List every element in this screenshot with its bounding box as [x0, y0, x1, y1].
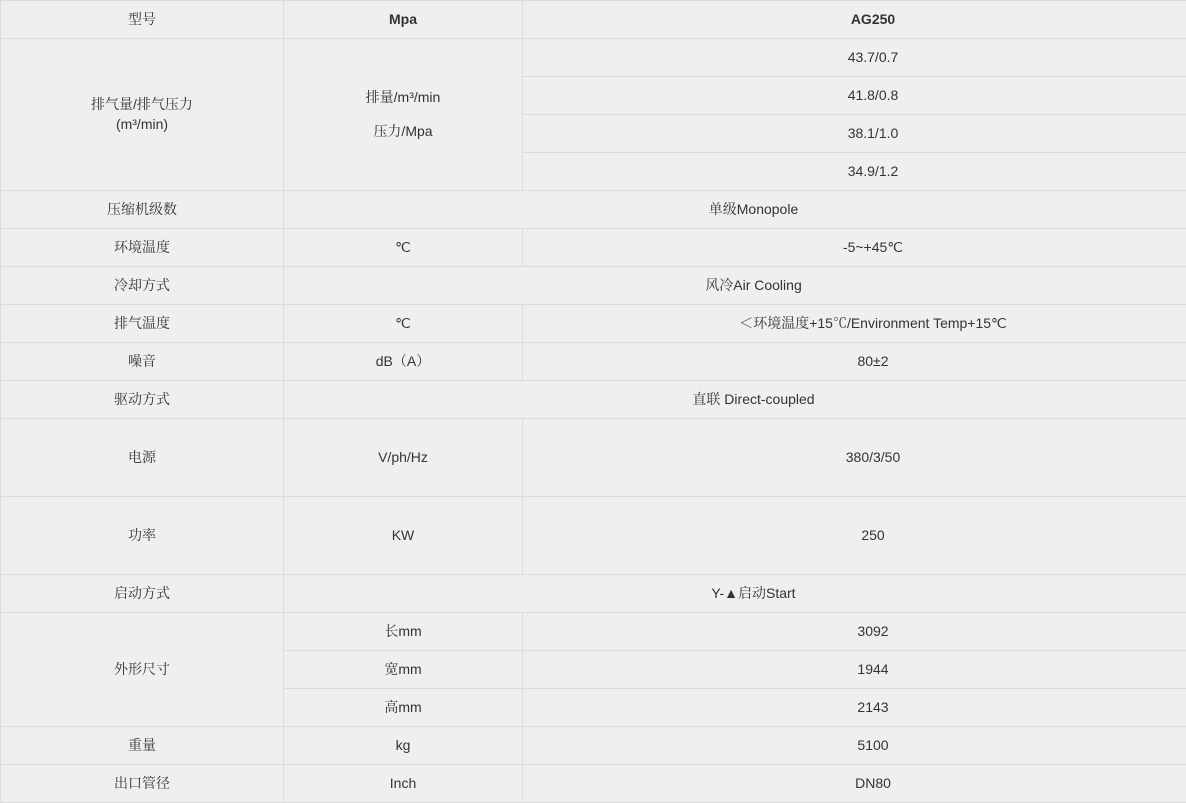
- header-unit-label: Mpa: [284, 1, 523, 39]
- row-unit-weight: kg: [284, 727, 523, 765]
- table-row: [1, 381, 1186, 419]
- table-row: [1, 575, 1186, 613]
- table-row: [1, 191, 1186, 229]
- row-value-dimension-width: 1944: [523, 651, 1186, 689]
- row-value-dimension-height: 2143: [523, 689, 1186, 727]
- row-unit-dimension-height: 高mm: [284, 689, 523, 727]
- row-unit-capacity-line1: 排量/m³/min: [290, 88, 516, 108]
- row-unit-capacity-line2: 压力/Mpa: [290, 122, 516, 142]
- row-label-capacity-text: 排气量/排气压力: [7, 95, 277, 115]
- row-value-noise: 80±2: [523, 343, 1186, 381]
- row-value-power: 250: [523, 497, 1186, 575]
- row-unit-capacity: [284, 39, 523, 191]
- row-value-ambient-temp: -5~+45℃: [523, 229, 1186, 267]
- row-label-noise: 噪音: [1, 343, 284, 381]
- row-label-weight: 重量: [1, 727, 284, 765]
- row-unit-outlet-diameter: Inch: [284, 765, 523, 803]
- table-row: [1, 305, 1186, 343]
- row-label-power-supply: 电源: [1, 419, 284, 497]
- row-value-capacity-2: 41.8/0.8: [523, 77, 1186, 115]
- table-row: [1, 229, 1186, 267]
- row-label-ambient-temp: 环境温度: [1, 229, 284, 267]
- row-unit-dimension-length: 长mm: [284, 613, 523, 651]
- row-unit-discharge-temp: ℃: [284, 305, 523, 343]
- row-label-cooling: 冷却方式: [1, 267, 284, 305]
- table-header-row: [1, 1, 1186, 39]
- table-row: [1, 727, 1186, 765]
- row-value-outlet-diameter: DN80: [523, 765, 1186, 803]
- table-row: [1, 497, 1186, 575]
- row-label-power: 功率: [1, 497, 284, 575]
- row-value-weight: 5100: [523, 727, 1186, 765]
- table-row: [1, 343, 1186, 381]
- row-value-capacity-3: 38.1/1.0: [523, 115, 1186, 153]
- row-unit-power: KW: [284, 497, 523, 575]
- row-value-start-mode: Y-▲启动Start: [284, 575, 1186, 613]
- row-value-power-supply: 380/3/50: [523, 419, 1186, 497]
- row-label-outlet-diameter: 出口管径: [1, 765, 284, 803]
- row-value-dimension-length: 3092: [523, 613, 1186, 651]
- row-unit-dimension-width: 宽mm: [284, 651, 523, 689]
- row-label-dimensions: 外形尺寸: [1, 613, 284, 727]
- row-value-drive: 直联 Direct-coupled: [284, 381, 1186, 419]
- row-label-stages: 压缩机级数: [1, 191, 284, 229]
- row-unit-ambient-temp: ℃: [284, 229, 523, 267]
- row-unit-noise: dB（A）: [284, 343, 523, 381]
- row-label-start-mode: 启动方式: [1, 575, 284, 613]
- table-row: [1, 613, 1186, 651]
- row-value-stages: 单级Monopole: [284, 191, 1186, 229]
- row-value-capacity-1: 43.7/0.7: [523, 39, 1186, 77]
- row-label-capacity-subtext: (m³/min): [7, 115, 277, 135]
- table-row: [1, 39, 1186, 77]
- row-value-discharge-temp: ＜环境温度+15℃/Environment Temp+15℃: [523, 305, 1186, 343]
- header-model-value: AG250: [523, 1, 1186, 39]
- row-label-discharge-temp: 排气温度: [1, 305, 284, 343]
- row-value-cooling: 风冷Air Cooling: [284, 267, 1186, 305]
- row-label-capacity: [1, 39, 284, 191]
- row-label-drive: 驱动方式: [1, 381, 284, 419]
- row-unit-power-supply: V/ph/Hz: [284, 419, 523, 497]
- table-row: [1, 419, 1186, 497]
- header-model-label: 型号: [1, 1, 284, 39]
- table-row: [1, 267, 1186, 305]
- row-value-capacity-4: 34.9/1.2: [523, 153, 1186, 191]
- table-row: [1, 765, 1186, 803]
